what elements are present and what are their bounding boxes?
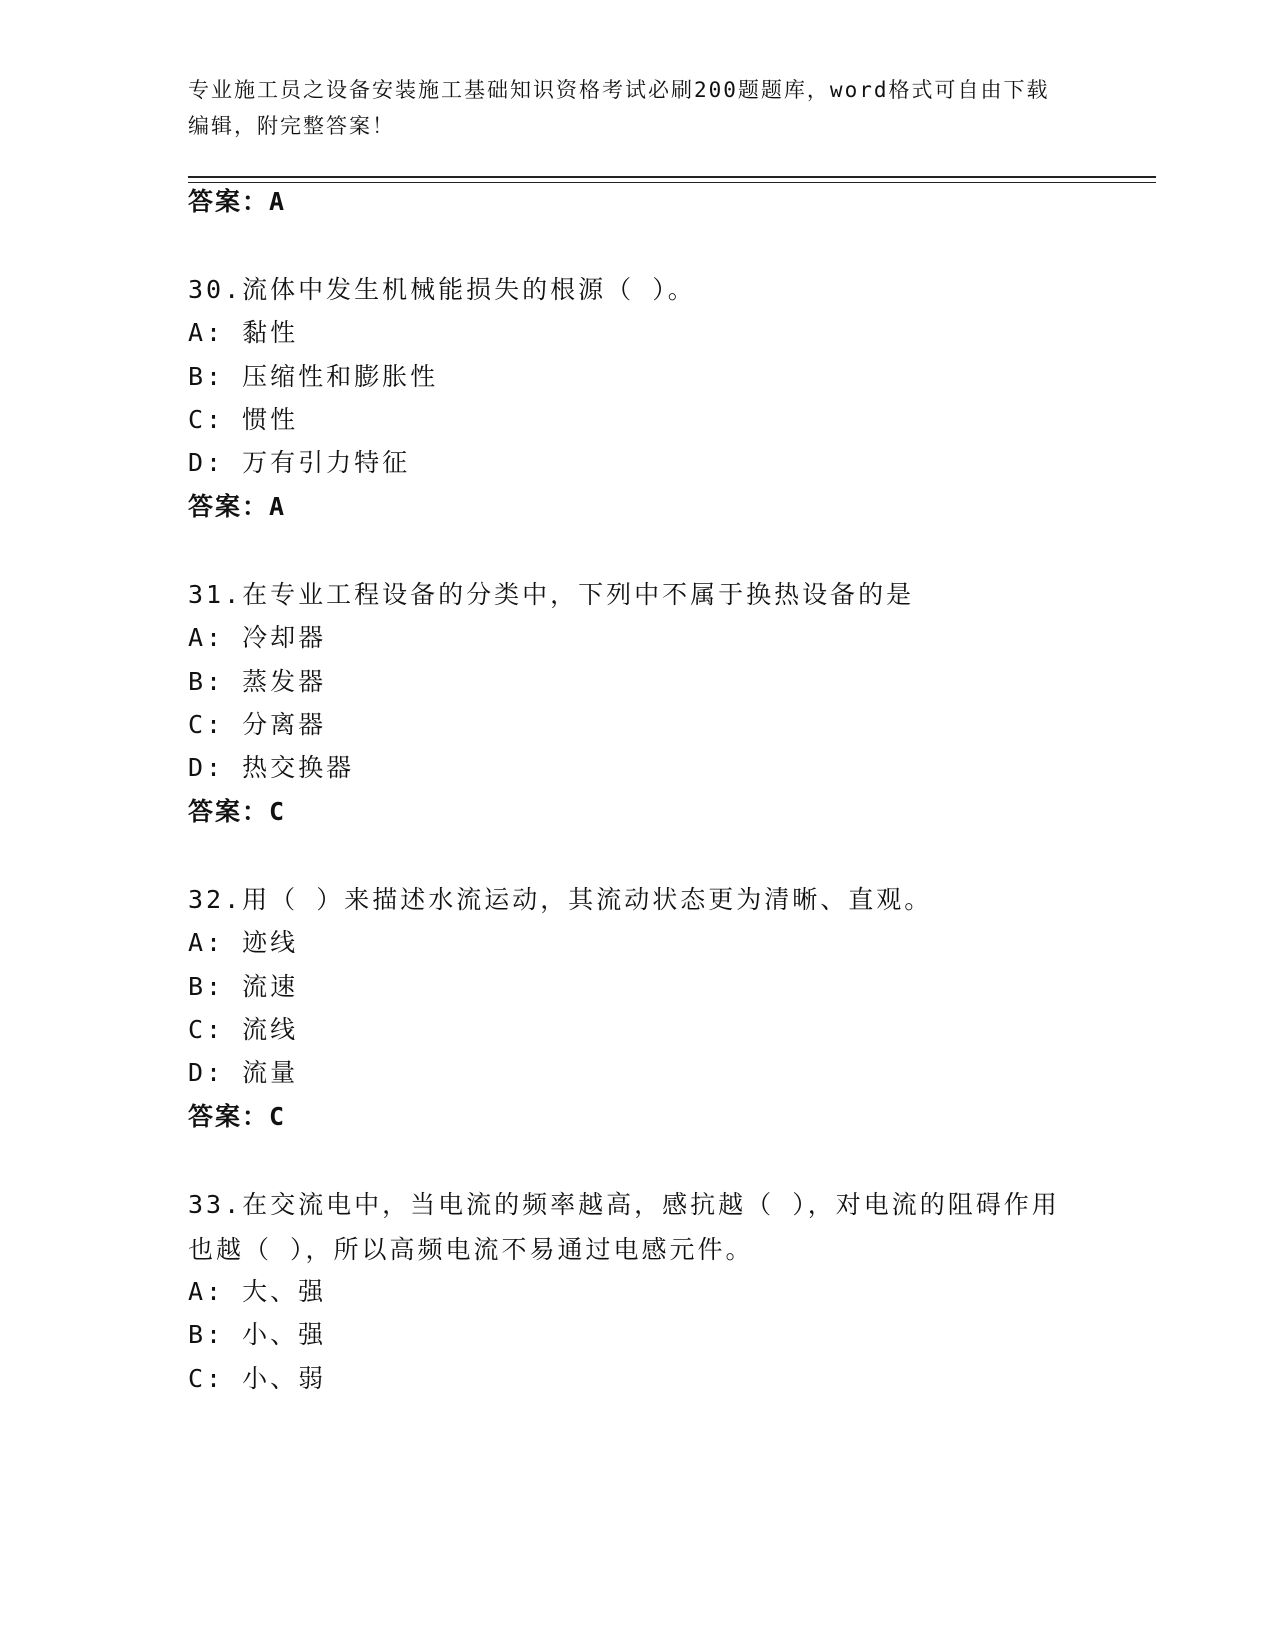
question-30-option-c: C: 惯性 xyxy=(188,405,299,434)
header-divider-thin xyxy=(188,182,1156,183)
question-32-option-a: A: 迹线 xyxy=(188,928,299,957)
question-31-option-a: A: 冷却器 xyxy=(188,623,327,652)
document-header: 专业施工员之设备安装施工基础知识资格考试必刷200题题库，word格式可自由下载编辑，附完整答案！ xyxy=(188,78,1050,138)
question-32-option-b: B: 流速 xyxy=(188,972,299,1001)
previous-answer: 答案：A xyxy=(188,187,287,216)
question-30-option-a: A: 黏性 xyxy=(188,318,299,347)
question-32-answer: 答案：C xyxy=(188,1102,287,1131)
question-32-option-d: D: 流量 xyxy=(188,1058,299,1087)
question-30-option-d: D: 万有引力特征 xyxy=(188,448,411,477)
question-30-answer: 答案：A xyxy=(188,492,287,521)
question-31-option-d: D: 热交换器 xyxy=(188,753,355,782)
question-30-option-b: B: 压缩性和膨胀性 xyxy=(188,362,439,391)
question-30-stem: 30.流体中发生机械能损失的根源（ ）。 xyxy=(188,275,696,304)
question-32-stem: 32.用（ ）来描述水流运动，其流动状态更为清晰、直观。 xyxy=(188,885,933,914)
question-31-option-c: C: 分离器 xyxy=(188,710,327,739)
question-31-option-b: B: 蒸发器 xyxy=(188,667,327,696)
question-31-stem: 31.在专业工程设备的分类中，下列中不属于换热设备的是 xyxy=(188,580,915,609)
question-33-option-c: C: 小、弱 xyxy=(188,1364,327,1393)
header-divider xyxy=(188,176,1156,178)
question-32-option-c: C: 流线 xyxy=(188,1015,299,1044)
question-33-option-b: B: 小、强 xyxy=(188,1320,327,1349)
question-33-stem: 33.在交流电中，当电流的频率越高，感抗越（ ），对电流的阻碍作用也越（ ），所以高频电流不易通过电感元件。 xyxy=(188,1190,1060,1264)
question-33-option-a: A: 大、强 xyxy=(188,1277,327,1306)
question-31-answer: 答案：C xyxy=(188,797,287,826)
